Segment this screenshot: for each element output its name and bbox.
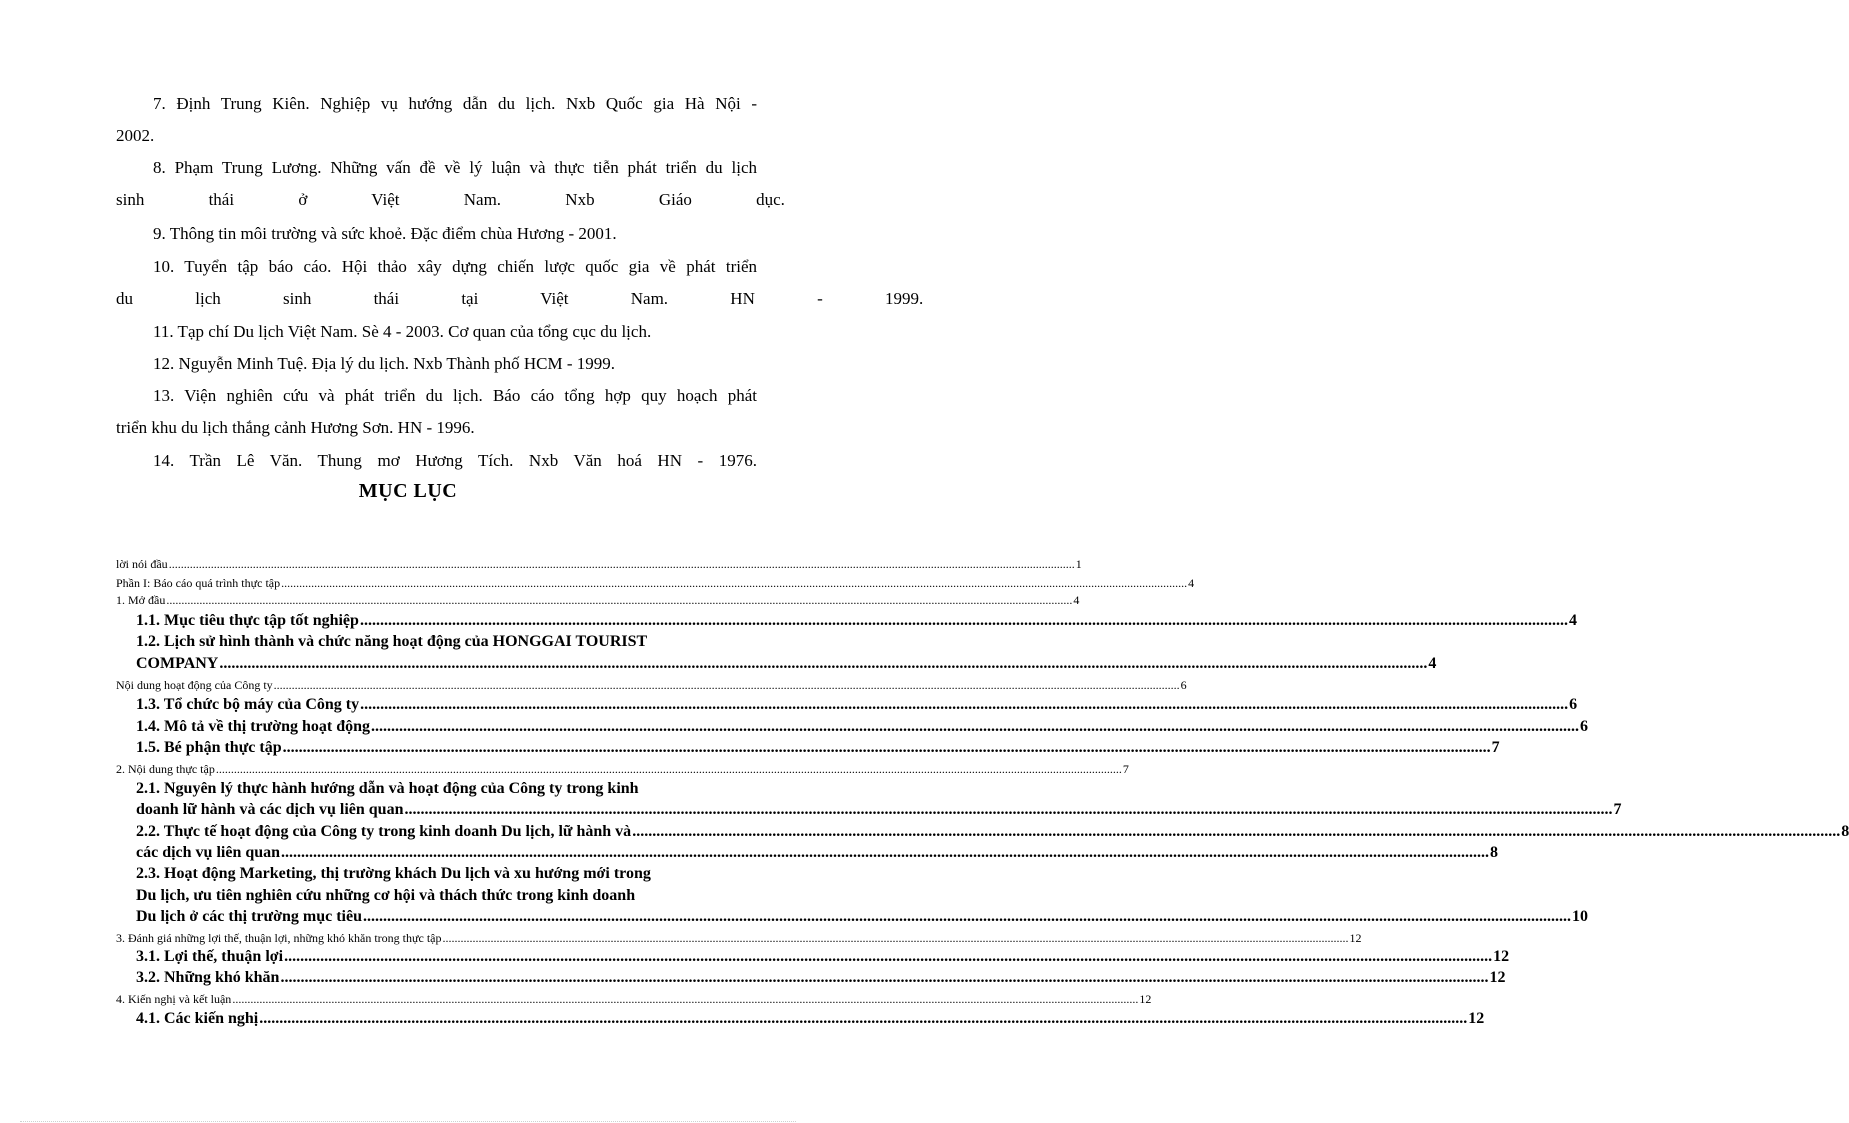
toc-entry[interactable] <box>136 948 1510 969</box>
toc-entry[interactable] <box>136 844 1499 865</box>
reference-line: 14. Trần Lê Văn. Thung mơ Hương Tích. Nxb Văn hoá HN - 1976. <box>153 451 757 470</box>
toc-page-number: 1 <box>1075 557 1082 571</box>
toc-entry-text: 1.4. Mô tả về thị trường hoạt động <box>136 718 371 735</box>
toc-entry[interactable] <box>116 678 1187 695</box>
toc-title: MỤC LỤC <box>358 480 458 502</box>
toc-entry-text: 2.2. Thực tế hoạt động của Công ty trong kinh doanh Du lịch, lữ hành và <box>136 823 632 840</box>
toc-page-number: 10 <box>1571 908 1588 925</box>
toc-entry-text: 1.1. Mục tiêu thực tập tốt nghiệp <box>136 612 359 629</box>
toc-entry[interactable] <box>136 969 1506 990</box>
toc-page-number: 12 <box>1489 969 1506 986</box>
toc-entry[interactable] <box>116 931 1362 948</box>
toc-entry[interactable] <box>136 908 1588 929</box>
toc-page-number: 12 <box>1493 948 1510 965</box>
reference-9 <box>116 218 757 250</box>
reference-line: 13. Viện nghiên cứu và phát triển du lịch. Báo cáo tổng hợp quy hoạch phát <box>153 386 757 405</box>
toc-page-number: 7 <box>1122 762 1129 776</box>
toc-entry-text: 4.1. Các kiến nghị <box>136 1010 259 1027</box>
toc-entry-text: Nội dung hoạt động của Công ty <box>116 678 273 692</box>
toc-entry-text[interactable]: 2.1. Nguyên lý thực hành hướng dẫn và hoạt động của Công ty trong kinh <box>136 780 639 797</box>
toc-entry[interactable] <box>116 557 1082 574</box>
toc-entry[interactable] <box>136 696 1578 717</box>
reference-line: 2002. <box>116 126 155 145</box>
toc-page-number: 12 <box>1468 1010 1485 1027</box>
toc-entry-text: 3.2. Những khó khăn <box>136 969 280 986</box>
toc-entry-text: 1. Mở đầu <box>116 593 166 607</box>
toc-entry-text: 3. Đánh giá những lợi thế, thuận lợi, những khó khăn trong thực tập <box>116 931 442 945</box>
toc-page-number: 6 <box>1580 718 1589 735</box>
toc-entry-text: 2. Nội dung thực tập <box>116 762 215 776</box>
reference-line: 7. Định Trung Kiên. Nghiệp vụ hướng dẫn du lịch. Nxb Quốc gia Hà Nội - <box>153 94 757 113</box>
toc-entry-text[interactable]: Du lịch, ưu tiên nghiên cứu những cơ hội và thách thức trong kinh doanh <box>136 887 636 904</box>
toc-entry-text: các dịch vụ liên quan <box>136 844 281 861</box>
toc-entry[interactable] <box>136 612 1577 633</box>
toc-entry[interactable] <box>136 655 1437 676</box>
toc-entry[interactable] <box>136 1010 1485 1031</box>
toc-entry[interactable] <box>136 823 1849 844</box>
toc-entry[interactable] <box>136 739 1500 760</box>
page-bottom-divider <box>20 1121 796 1122</box>
toc-page-number: 6 <box>1180 678 1187 692</box>
toc-page-number: 4 <box>1073 593 1080 607</box>
toc-entry-text: Du lịch ở các thị trường mục tiêu <box>136 908 362 925</box>
toc-page-number: 8 <box>1490 844 1499 861</box>
toc-page-number: 7 <box>1613 801 1622 818</box>
toc-entry-text: lời nói đầu <box>116 557 168 571</box>
reference-line: sinh thái ở Việt Nam. Nxb Giáo dục. <box>116 190 785 209</box>
toc-page-number: 12 <box>1349 931 1362 945</box>
toc-entry-text: 3.1. Lợi thế, thuận lợi <box>136 948 284 965</box>
reference-line: triển khu du lịch thắng cảnh Hương Sơn. HN - 1996. <box>116 418 475 437</box>
reference-line: du lịch sinh thái tại Việt Nam. HN - 1999. <box>116 289 924 308</box>
toc-entry-text[interactable]: 2.3. Hoạt động Marketing, thị trường khách Du lịch và xu hướng mới trong <box>136 865 651 882</box>
reference-line: 10. Tuyển tập báo cáo. Hội thảo xây dựng chiến lược quốc gia về phát triển <box>153 257 757 276</box>
toc-entry[interactable] <box>136 718 1589 739</box>
toc-entry[interactable] <box>136 801 1622 822</box>
toc-entry[interactable] <box>116 576 1195 593</box>
reference-line: 8. Phạm Trung Lương. Những vấn đề về lý luận và thực tiễn phát triển du lịch <box>153 158 757 177</box>
reference-14 <box>116 445 757 477</box>
reference-7 <box>116 88 757 152</box>
toc-entry-text: COMPANY <box>136 655 219 672</box>
toc-page-number: 7 <box>1491 739 1500 756</box>
toc-page-number: 6 <box>1569 696 1578 713</box>
toc-entry[interactable] <box>116 992 1152 1009</box>
toc-entry[interactable] <box>116 762 1129 779</box>
reference-line: 11. Tạp chí Du lịch Việt Nam. Sè 4 - 2003. Cơ quan của tổng cục du lịch. <box>153 322 652 341</box>
toc-entry-text: 1.5. Bé phận thực tập <box>136 739 282 756</box>
reference-8 <box>116 152 785 216</box>
toc-entry-text: 4. Kiến nghị và kết luận <box>116 992 232 1006</box>
toc-entry-text: 1.3. Tổ chức bộ máy của Công ty <box>136 696 360 713</box>
reference-12 <box>116 348 757 380</box>
toc-entry-text[interactable]: 1.2. Lịch sử hình thành và chức năng hoạt động của HONGGAI TOURIST <box>136 633 648 650</box>
toc-page-number: 4 <box>1568 612 1577 629</box>
toc-entry-text: doanh lữ hành và các dịch vụ liên quan <box>136 801 404 818</box>
reference-line: 9. Thông tin môi trường và sức khoẻ. Đặc điểm chùa Hương - 2001. <box>153 224 617 243</box>
reference-13 <box>116 380 757 444</box>
toc-page-number: 4 <box>1428 655 1437 672</box>
toc-entry-text: Phần I: Báo cáo quá trình thực tập <box>116 576 281 590</box>
toc-page-number: 8 <box>1841 823 1849 840</box>
toc-entry[interactable] <box>116 593 1080 610</box>
reference-10 <box>116 251 924 315</box>
toc-page-number: 4 <box>1188 576 1195 590</box>
toc-page-number: 12 <box>1139 992 1152 1006</box>
reference-11 <box>116 316 757 348</box>
reference-line: 12. Nguyễn Minh Tuệ. Địa lý du lịch. Nxb Thành phố HCM - 1999. <box>153 354 615 373</box>
